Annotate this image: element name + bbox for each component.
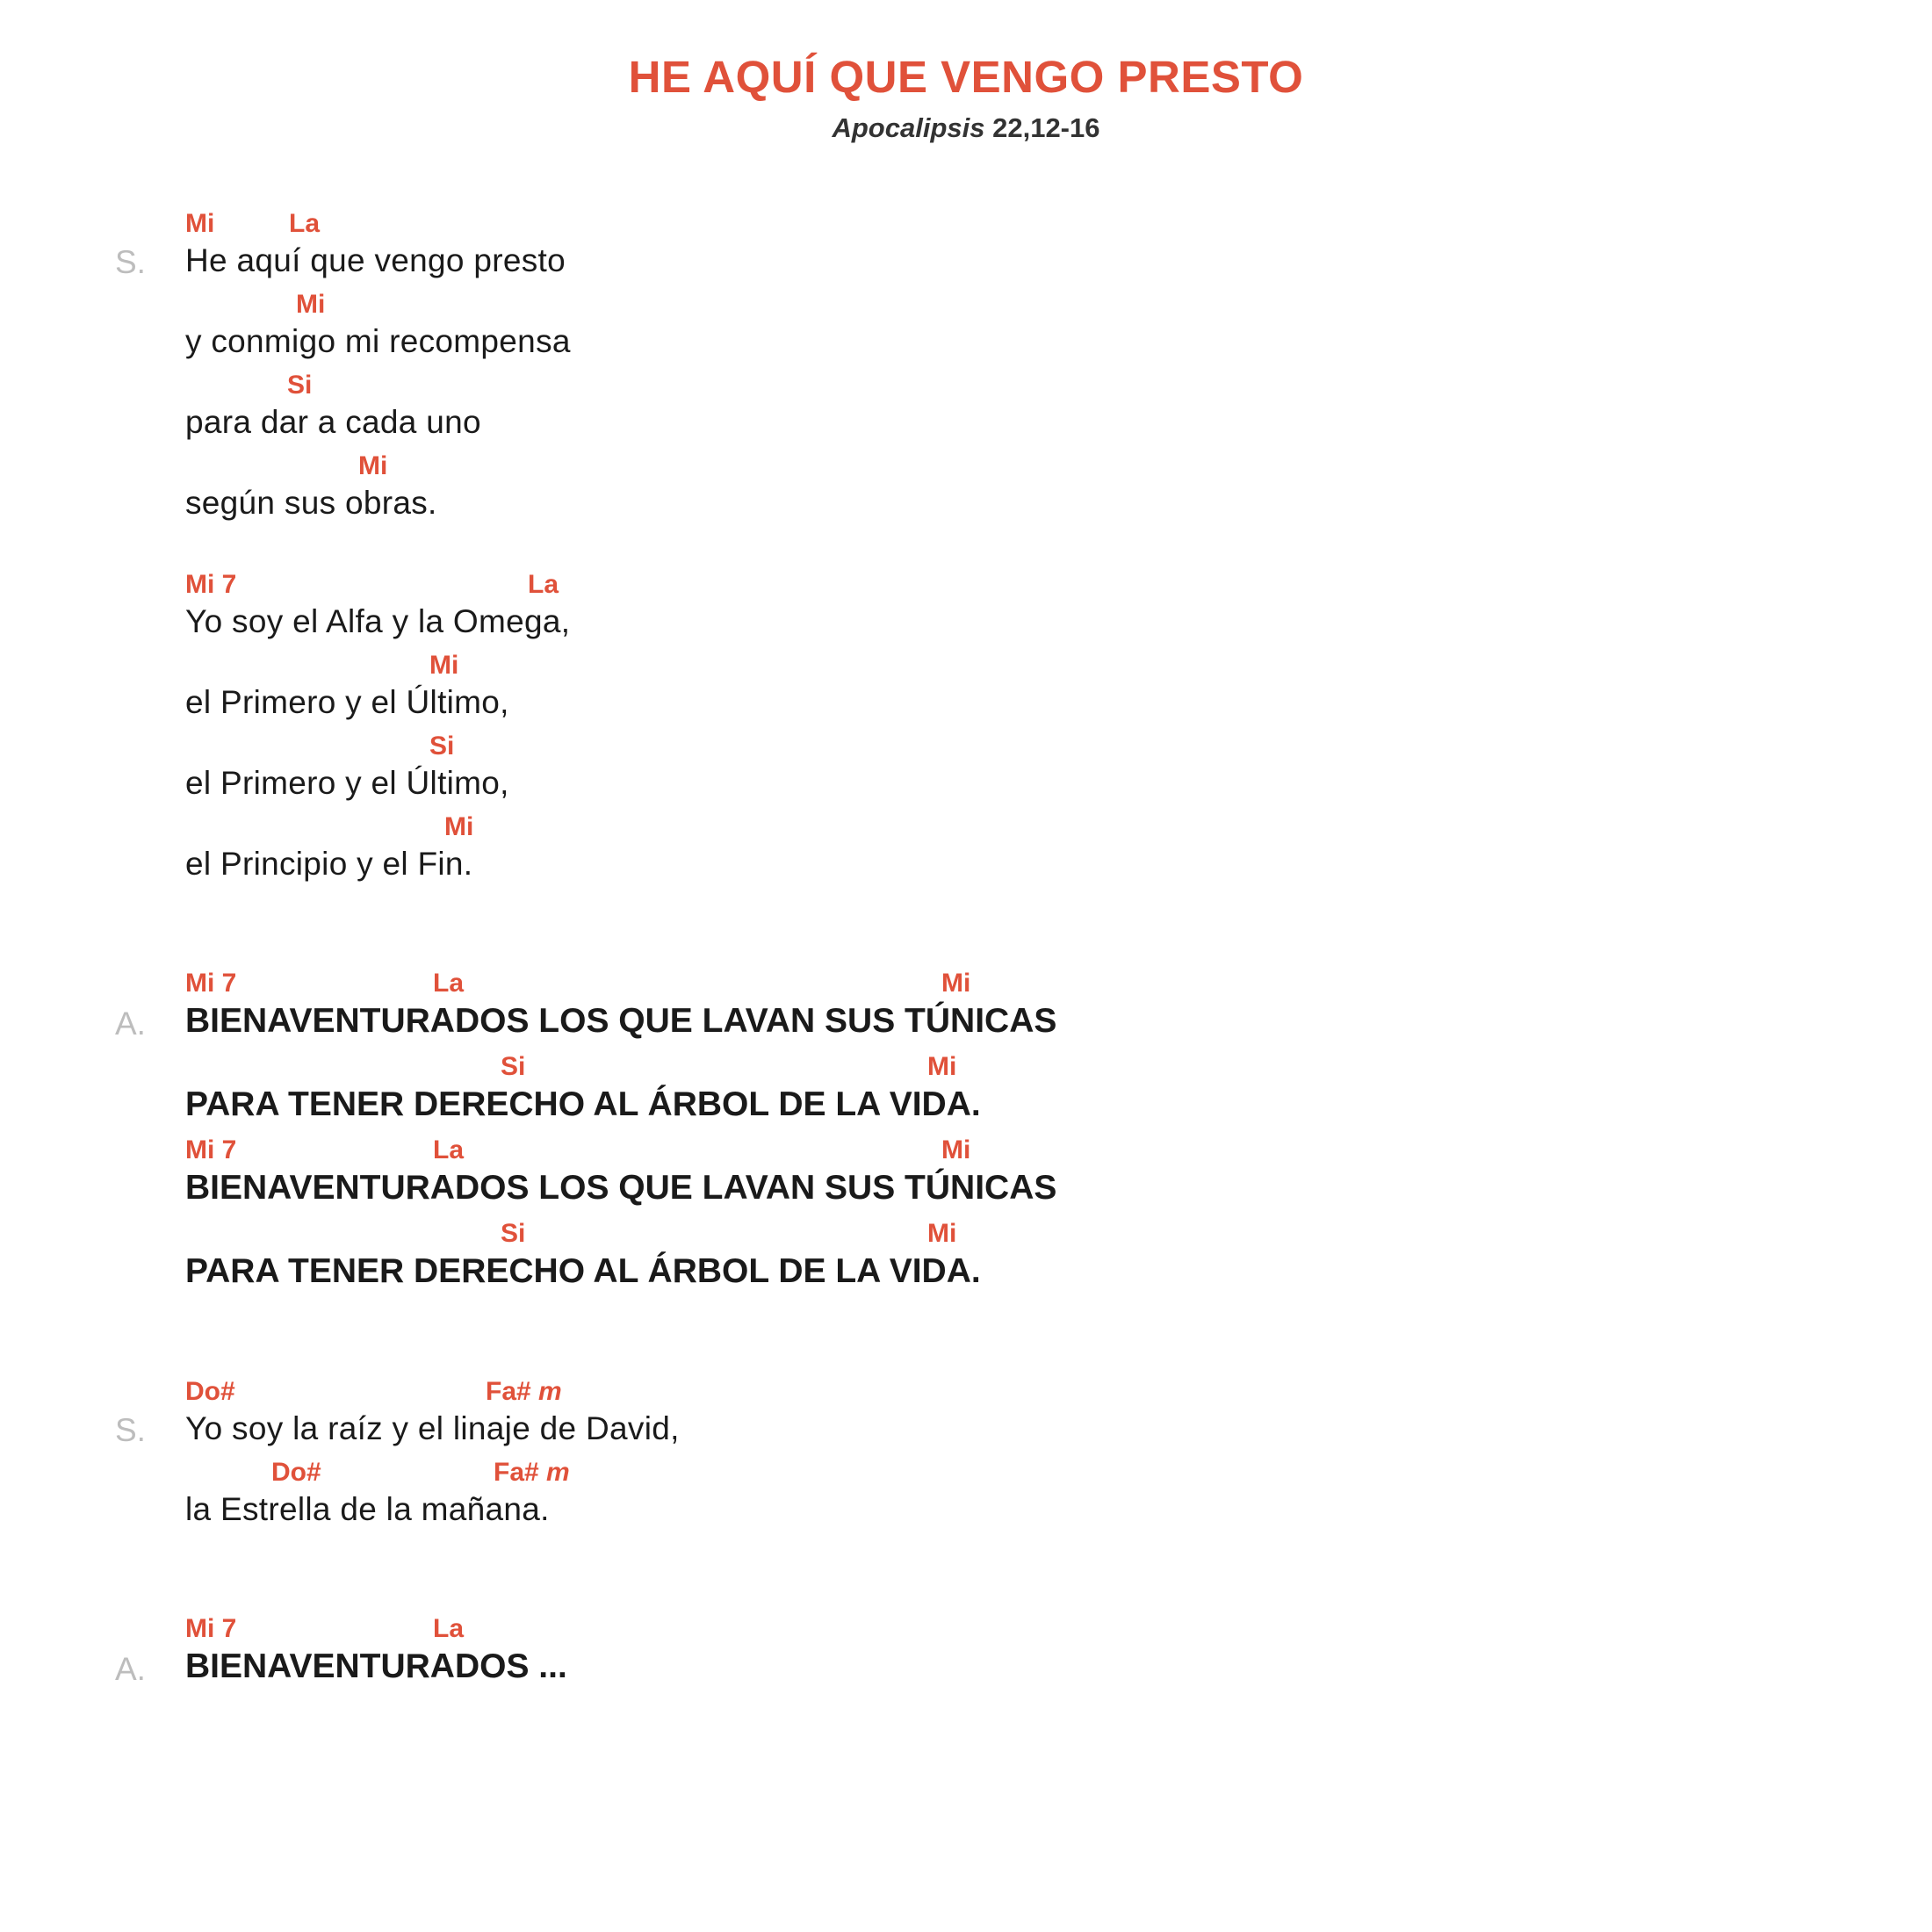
song-reference <box>0 112 1932 144</box>
chord: Mi <box>296 290 326 319</box>
lyric-line: el Primero y el Último, <box>185 684 509 720</box>
section-marker-soloist: S. <box>115 244 146 280</box>
chord-root: Fa# <box>486 1377 531 1406</box>
chord: Si <box>501 1219 526 1248</box>
lyric-line: el Principio y el Fin. <box>185 846 473 882</box>
chord: Mi <box>429 651 459 680</box>
lyric-line: PARA TENER DERECHO AL ÁRBOL DE LA VIDA. <box>185 1085 981 1123</box>
lyric-line: la Estrella de la mañana. <box>185 1491 550 1527</box>
chord: Mi 7 <box>185 570 237 599</box>
chord: Mi <box>927 1052 957 1081</box>
chord: Mi <box>358 451 388 480</box>
chord: La <box>528 570 559 599</box>
chord: Mi <box>941 1135 971 1164</box>
chord: Mi 7 <box>185 1135 237 1164</box>
song-title: HE AQUÍ QUE VENGO PRESTO <box>628 52 1304 102</box>
chord-minor-mark: m <box>538 1377 562 1406</box>
chord: La <box>433 1614 465 1643</box>
chord: Mi 7 <box>185 1614 237 1643</box>
chord: Mi <box>444 812 474 841</box>
chord: La <box>433 1135 465 1164</box>
chord-minor-mark: m <box>546 1458 570 1487</box>
chord: La <box>433 969 465 998</box>
section-marker-soloist: S. <box>115 1412 146 1448</box>
chord: Mi <box>927 1219 957 1248</box>
reference-book: Apocalipsis <box>832 112 985 143</box>
lyric-line: Yo soy el Alfa y la Omega, <box>185 603 571 639</box>
chord: Si <box>501 1052 526 1081</box>
chord-minor <box>486 1377 562 1407</box>
lyric-line: PARA TENER DERECHO AL ÁRBOL DE LA VIDA. <box>185 1252 981 1290</box>
chord: Si <box>287 371 313 400</box>
chord: Si <box>429 732 455 761</box>
lyric-line: y conmigo mi recompensa <box>185 323 571 359</box>
chord: Mi <box>185 209 215 238</box>
chord: Mi <box>941 969 971 998</box>
lyric-line: Yo soy la raíz y el linaje de David, <box>185 1410 680 1446</box>
chord: Do# <box>185 1377 235 1406</box>
lyric-line: BIENAVENTURADOS LOS QUE LAVAN SUS TÚNICAS <box>185 1169 1057 1207</box>
chord-root: Fa# <box>494 1458 539 1487</box>
lyric-line: He aquí que vengo presto <box>185 242 566 278</box>
section-marker-assembly: A. <box>115 1651 146 1687</box>
lyric-line: BIENAVENTURADOS LOS QUE LAVAN SUS TÚNICAS <box>185 1002 1057 1040</box>
chord-minor <box>494 1458 570 1488</box>
lyric-line: según sus obras. <box>185 485 437 521</box>
lyric-line: el Primero y el Último, <box>185 765 509 801</box>
chord: La <box>289 209 321 238</box>
lyric-line: BIENAVENTURADOS ... <box>185 1647 567 1685</box>
chord: Do# <box>271 1458 321 1487</box>
chord: Mi 7 <box>185 969 237 998</box>
section-marker-assembly: A. <box>115 1006 146 1042</box>
lyric-line: para dar a cada uno <box>185 404 481 440</box>
reference-verses: 22,12-16 <box>992 112 1100 143</box>
